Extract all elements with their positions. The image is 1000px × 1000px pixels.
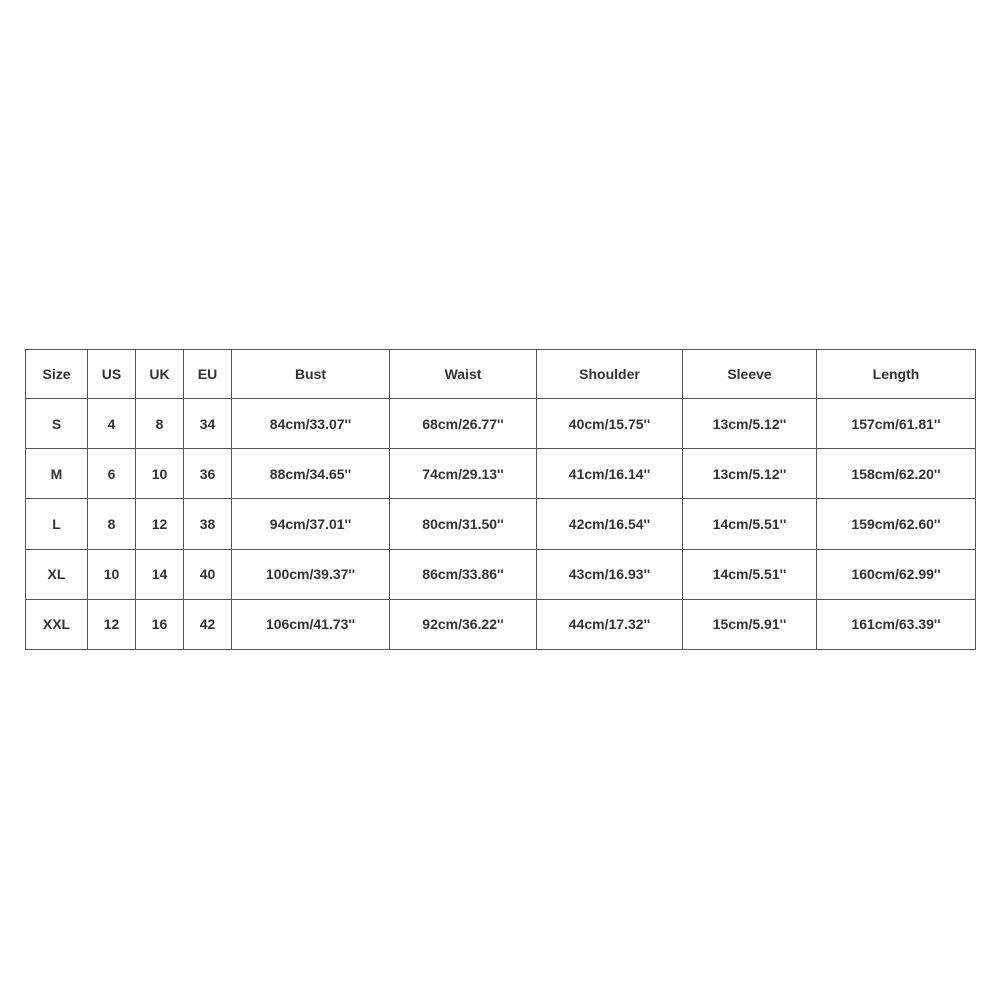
cell-eu: 38 [184,499,232,549]
table-row [26,499,976,549]
header-uk: UK [136,350,184,399]
cell-sleeve: 15cm/5.91'' [683,599,817,649]
cell-size: XL [26,549,88,599]
table-header-row [26,350,976,399]
cell-eu: 34 [184,399,232,449]
cell-length: 157cm/61.81'' [817,399,976,449]
cell-us: 12 [88,599,136,649]
cell-bust: 94cm/37.01'' [232,499,390,549]
cell-shoulder: 42cm/16.54'' [537,499,683,549]
cell-bust: 84cm/33.07'' [232,399,390,449]
cell-uk: 16 [136,599,184,649]
cell-length: 158cm/62.20'' [817,449,976,499]
cell-size: L [26,499,88,549]
cell-bust: 100cm/39.37'' [232,549,390,599]
cell-eu: 42 [184,599,232,649]
cell-waist: 86cm/33.86'' [390,549,537,599]
cell-bust: 106cm/41.73'' [232,599,390,649]
header-eu: EU [184,350,232,399]
header-sleeve: Sleeve [683,350,817,399]
cell-sleeve: 14cm/5.51'' [683,549,817,599]
cell-shoulder: 41cm/16.14'' [537,449,683,499]
cell-shoulder: 40cm/15.75'' [537,399,683,449]
cell-uk: 10 [136,449,184,499]
cell-us: 6 [88,449,136,499]
table-row [26,449,976,499]
cell-length: 161cm/63.39'' [817,599,976,649]
cell-us: 10 [88,549,136,599]
cell-waist: 80cm/31.50'' [390,499,537,549]
cell-uk: 12 [136,499,184,549]
table-row [26,599,976,649]
header-length: Length [817,350,976,399]
cell-uk: 8 [136,399,184,449]
cell-waist: 92cm/36.22'' [390,599,537,649]
header-bust: Bust [232,350,390,399]
cell-shoulder: 44cm/17.32'' [537,599,683,649]
cell-waist: 68cm/26.77'' [390,399,537,449]
header-us: US [88,350,136,399]
header-size: Size [26,350,88,399]
cell-bust: 88cm/34.65'' [232,449,390,499]
table-row [26,399,976,449]
cell-waist: 74cm/29.13'' [390,449,537,499]
cell-uk: 14 [136,549,184,599]
cell-size: M [26,449,88,499]
size-chart-table [25,349,976,650]
cell-sleeve: 13cm/5.12'' [683,449,817,499]
cell-sleeve: 13cm/5.12'' [683,399,817,449]
cell-size: S [26,399,88,449]
cell-sleeve: 14cm/5.51'' [683,499,817,549]
cell-us: 8 [88,499,136,549]
cell-us: 4 [88,399,136,449]
cell-length: 160cm/62.99'' [817,549,976,599]
table-row [26,549,976,599]
cell-eu: 36 [184,449,232,499]
header-waist: Waist [390,350,537,399]
cell-length: 159cm/62.60'' [817,499,976,549]
header-shoulder: Shoulder [537,350,683,399]
cell-shoulder: 43cm/16.93'' [537,549,683,599]
cell-size: XXL [26,599,88,649]
cell-eu: 40 [184,549,232,599]
